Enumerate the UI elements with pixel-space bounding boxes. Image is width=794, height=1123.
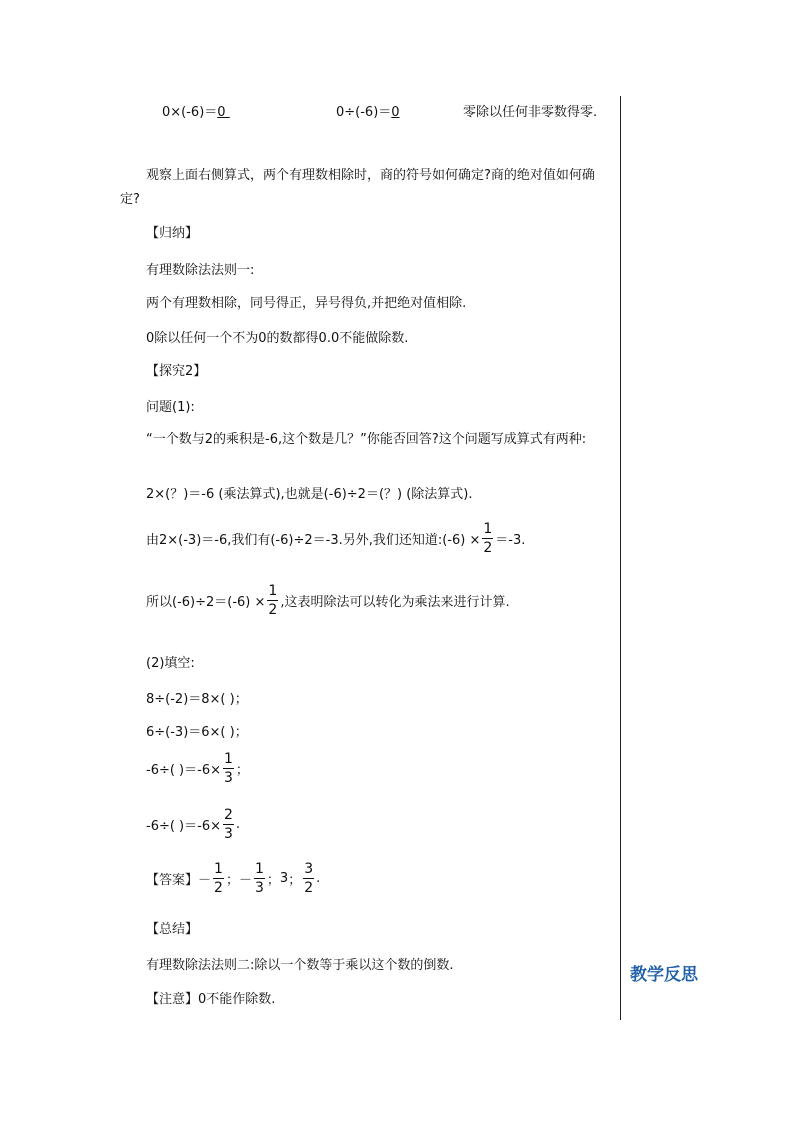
fill-item-2: 6÷(-3)＝6×( )； <box>146 725 248 740</box>
fill-item-3: -6÷( )＝-6× $\frac{1}{3}$ ； <box>146 751 249 786</box>
answer-label: 【答案】 <box>146 873 199 888</box>
so-line <box>146 584 510 617</box>
rule1-line1: 两个有理数相除，同号得正，异号得负,并把绝对值相除. <box>146 296 467 311</box>
fill-heading: (2)填空: <box>146 656 195 671</box>
answer-fraction-1: $\frac{1}{2}$ <box>214 861 223 896</box>
fraction-one-half: $\frac{1}{2}$ <box>268 583 278 618</box>
answer-line: 【答案】 － $\frac{1}{2}$ ； － $\frac{1}{3}$ ； 3 ； $\frac{3}{2}$ . <box>146 861 321 896</box>
so-line-text: 所以(-6)÷2＝(-6) × <box>146 595 266 610</box>
expr-zero-times <box>162 101 230 120</box>
fraction-two-thirds: $\frac{2}{3}$ <box>224 807 233 842</box>
note-line: 【注意】0不能作除数. <box>146 992 276 1007</box>
answer-fraction-2: $\frac{1}{3}$ <box>254 861 264 896</box>
from-line-text: 由2×(-3)＝-6,我们有(-6)÷2＝-3.另外,我们还知道:(-6) × <box>146 533 481 548</box>
rule1-title: 有理数除法法则一: <box>146 263 255 278</box>
so-line-conclusion: ,这表明除法可以转化为乘法来进行计算. <box>280 595 510 610</box>
expr-zero-divide <box>336 101 400 120</box>
expr-zero-times-answer: 0 <box>217 105 226 120</box>
question1-label: 问题(1): <box>146 400 195 415</box>
observe-paragraph: 观察上面右侧算式，两个有理数相除时，商的符号如何确定?商的绝对值如何确定? <box>120 168 595 207</box>
fraction-one-half: $\frac{1}{2}$ <box>483 521 493 556</box>
induction-heading: 【归纳】 <box>146 226 199 241</box>
column-divider <box>620 96 621 1020</box>
rule1-line2: 0除以任何一个不为0的数都得0.0不能做除数. <box>146 331 409 346</box>
from-line <box>146 522 525 555</box>
expr-zero-times-lhs: 0×(-6)＝ <box>162 105 218 120</box>
explore2-heading: 【探究2】 <box>146 364 207 379</box>
expr-zero-divide-answer: 0 <box>391 105 400 120</box>
teaching-reflection-label: 教学反思 <box>630 965 698 985</box>
expr-zero-divide-lhs: 0÷(-6)＝ <box>336 105 392 120</box>
summary-heading: 【总结】 <box>146 922 199 937</box>
fraction-one-third: $\frac{1}{3}$ <box>224 751 233 786</box>
rule2-line: 有理数除法法则二:除以一个数等于乘以这个数的倒数. <box>146 958 454 973</box>
from-line-result: ＝-3. <box>495 533 526 548</box>
zero-rule-note: 零除以任何非零数得零. <box>463 105 598 120</box>
answer-value-3: 3 <box>279 871 289 886</box>
two-forms-line: 2×(？)＝-6 (乘法算式),也就是(-6)÷2＝(？) (除法算式). <box>146 487 473 502</box>
answer-fraction-4: $\frac{3}{2}$ <box>304 861 314 896</box>
fill-item-1: 8÷(-2)＝8×( )； <box>146 692 248 707</box>
question1-text: “一个数与2的乘积是-6,这个数是几？”你能否回答?这个问题写成算式有两种: <box>146 432 587 447</box>
fill-item-4: -6÷( )＝-6× $\frac{2}{3}$ . <box>146 807 241 842</box>
